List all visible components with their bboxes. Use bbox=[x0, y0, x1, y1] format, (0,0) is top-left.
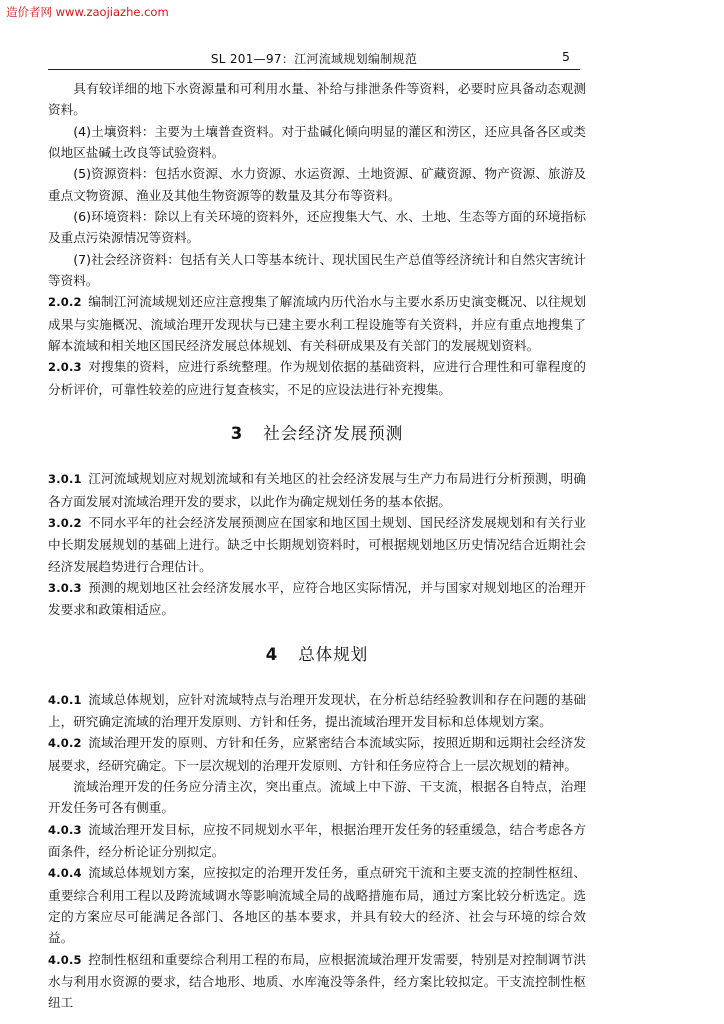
watermark: 造价者网 www.zaojiazhe.com bbox=[6, 5, 169, 19]
clause-text: 具有较详细的地下水资源量和可利用水量、补给与排泄条件等资料，必要时应具备动态观测资料。 bbox=[48, 81, 586, 118]
clause-number: 3.0.2 bbox=[48, 515, 82, 530]
clause-number: 4.0.2 bbox=[48, 736, 82, 751]
clause-text: 江河流域规划应对规划流域和有关地区的社会经济发展与生产力布局进行分析预测，明确各方面发展对流域治理开发的要求，以此作为确定规划任务的基本依据。 bbox=[48, 471, 586, 509]
clause-number: 4.0.4 bbox=[48, 866, 82, 881]
clause-number: 2.0.3 bbox=[48, 360, 82, 375]
section-3-title: 社会经济发展预测 bbox=[263, 424, 404, 444]
clause-text: 流域治理开发的任务应分清主次，突出重点。流域上中下游、干支流，根据各自特点，治理开发任务可各有侧重。 bbox=[48, 778, 586, 816]
clause-paragraph bbox=[48, 163, 586, 206]
clause-paragraph bbox=[48, 249, 586, 292]
clause-paragraph bbox=[48, 356, 586, 400]
clause-paragraph bbox=[48, 468, 586, 512]
page-number: 5 bbox=[562, 49, 570, 64]
clause-text: (7)社会经济资料：包括有关人口等基本统计、现状国民生产总值等经济统计和自然灾害统计等资料。 bbox=[48, 251, 586, 289]
clause-paragraph bbox=[48, 512, 586, 577]
section-4-heading bbox=[48, 621, 586, 689]
clause-text: (4)土壤资料：主要为土壤普查资料。对于盐碱化倾向明显的灌区和涝区，还应具备各区或类似地区盐碱土改良等试验资料。 bbox=[48, 123, 586, 161]
clause-paragraph bbox=[48, 577, 586, 621]
clause-number: 3.0.3 bbox=[48, 580, 82, 595]
clause-paragraph bbox=[48, 78, 586, 121]
clause-paragraph bbox=[48, 732, 586, 776]
clause-paragraph bbox=[48, 206, 586, 249]
clause-paragraph bbox=[48, 862, 586, 948]
clause-text: 编制江河流域规划还应注意搜集了解流域内历代治水与主要水系历史演变概况、以往规划成果与实施概况、流域治理开发现状与已建主要水利工程设施等有关资料，并应有重点地搜集了解本流域和相关地区国民经济发展总体规划、有关科研成果及有关部门的发展规划资料。 bbox=[48, 294, 586, 354]
clause-text: (6)环境资料：除以上有关环境的资料外，还应搜集大气、水、土地、生态等方面的环境指标及重点污染源情况等资料。 bbox=[48, 209, 586, 246]
header-title: SL 201—97：江河流域规划编制规范 bbox=[210, 52, 418, 66]
clause-text: 预测的规划地区社会经济发展水平，应符合地区实际情况，并与国家对规划地区的治理开发要求和政策相适应。 bbox=[48, 579, 586, 618]
clause-paragraph bbox=[48, 291, 586, 356]
section-b bbox=[48, 468, 586, 620]
clause-text: 流域总体规划方案，应按拟定的治理开发任务，重点研究干流和主要支流的控制性枢纽、重要综合利用工程以及跨流域调水等影响流域全局的战略措施布局，通过方案比较分析选定。选定的方案应尽可能满足各部门、各地区的基本要求，并具有较大的经济、社会与环境的综合效益。 bbox=[48, 865, 586, 946]
section-c bbox=[48, 689, 586, 1014]
page-body bbox=[48, 78, 586, 1014]
section-4-title: 总体规划 bbox=[298, 644, 369, 664]
clause-text: 不同水平年的社会经济发展预测应在国家和地区国土规划、国民经济发展规划和有关行业中长期发展规划的基础上进行。缺乏中长期规划资料时，可根据规划地区历史情况结合近期社会经济发展趋势进行合理估计。 bbox=[48, 514, 586, 574]
clause-paragraph bbox=[48, 121, 586, 164]
clause-text: 控制性枢纽和重要综合利用工程的布局，应根据流域治理开发需要，特别是对控制调节洪水与利用水资源的要求，结合地形、地质、水库淹没等条件，经方案比较拟定。干支流控制性枢纽工 bbox=[48, 951, 586, 1011]
clause-number: 4.0.1 bbox=[48, 692, 82, 707]
clause-number: 4.0.5 bbox=[48, 952, 82, 967]
clause-paragraph bbox=[48, 819, 586, 863]
running-header bbox=[48, 47, 580, 70]
clause-paragraph bbox=[48, 689, 586, 733]
section-4-number: 4 bbox=[265, 644, 279, 664]
clause-paragraph bbox=[48, 776, 586, 819]
clause-number: 2.0.2 bbox=[48, 295, 82, 310]
clause-text: (5)资源资料：包括水资源、水力资源、水运资源、土地资源、矿藏资源、物产资源、旅游及重点文物资源、渔业及其他生物资源等的数量及其分布等资料。 bbox=[48, 166, 586, 203]
section-3-heading bbox=[48, 400, 586, 468]
section-a bbox=[48, 78, 586, 400]
clause-text: 流域治理开发的原则、方针和任务，应紧密结合本流域实际，按照近期和远期社会经济发展要求，经研究确定。下一层次规划的治理开发原则、方针和任务应符合上一层次规划的精神。 bbox=[48, 735, 586, 773]
clause-paragraph bbox=[48, 949, 586, 1014]
clause-text: 对搜集的资料，应进行系统整理。作为规划依据的基础资料，应进行合理性和可靠程度的分析评价，可靠性较差的应进行复查核实，不足的应设法进行补充搜集。 bbox=[48, 359, 586, 397]
clause-text: 流域治理开发目标，应按不同规划水平年，根据治理开发任务的轻重缓急，结合考虑各方面条件，经分析论证分别拟定。 bbox=[48, 821, 586, 859]
clause-number: 3.0.1 bbox=[48, 472, 82, 487]
section-3-number: 3 bbox=[230, 424, 244, 444]
clause-text: 流域总体规划，应针对流域特点与治理开发现状，在分析总结经验教训和存在问题的基础上，研究确定流域的治理开发原则、方针和任务，提出流域治理开发目标和总体规划方案。 bbox=[48, 691, 586, 729]
clause-number: 4.0.3 bbox=[48, 822, 82, 837]
